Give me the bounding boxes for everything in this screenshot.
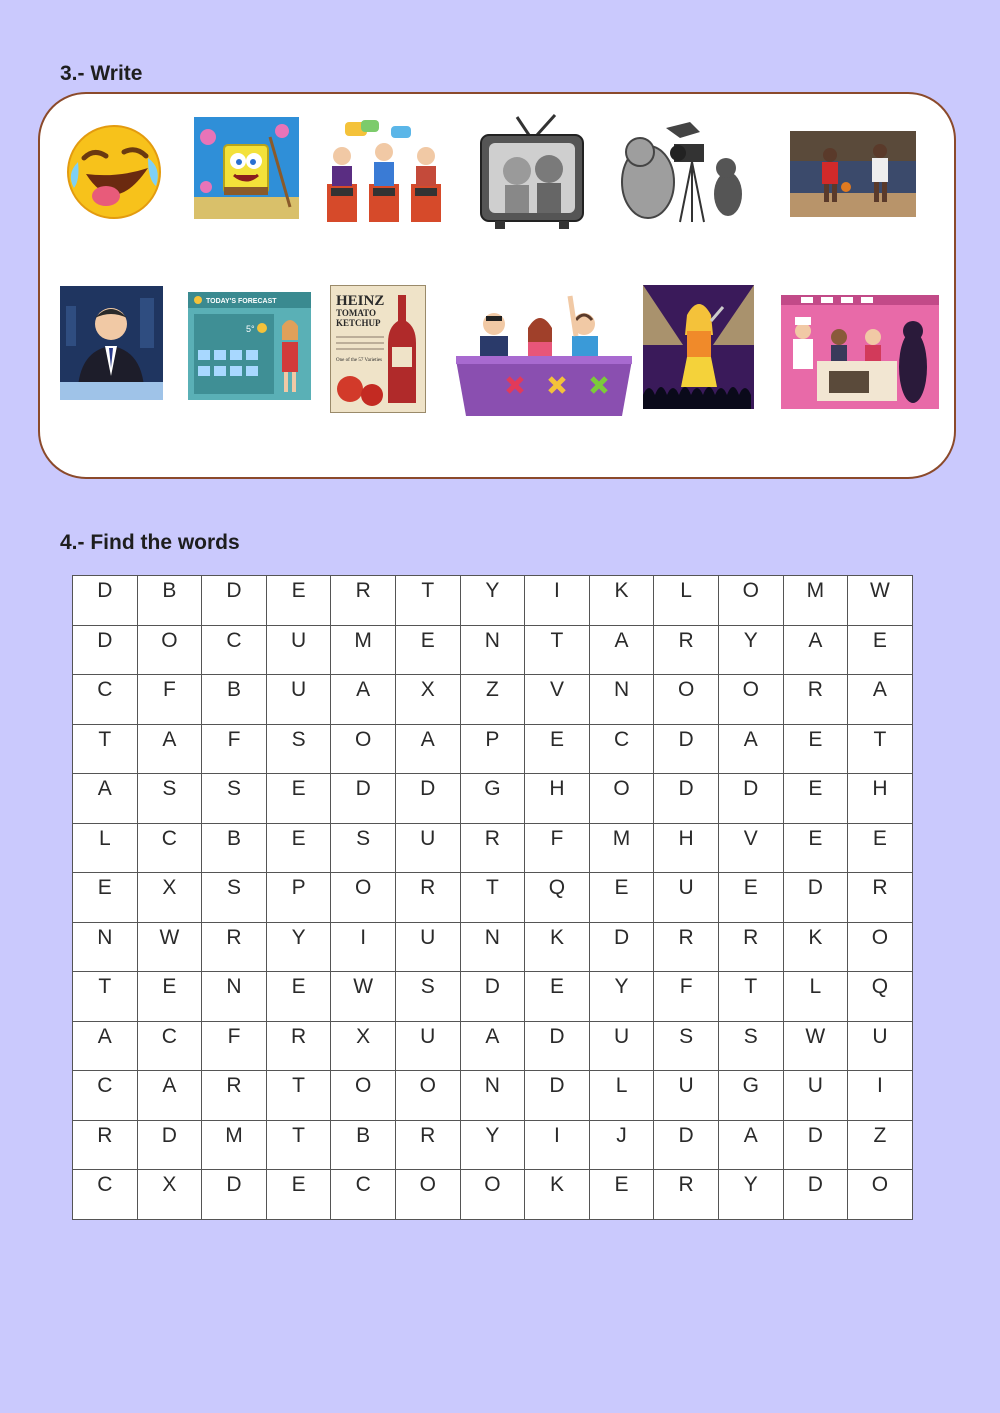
grid-cell[interactable]: E bbox=[848, 823, 913, 873]
laughing-emoji-picture bbox=[62, 118, 168, 222]
grid-cell[interactable]: S bbox=[395, 972, 460, 1022]
grid-row bbox=[73, 873, 913, 923]
grid-cell[interactable]: D bbox=[589, 922, 654, 972]
grid-cell[interactable]: R bbox=[395, 1120, 460, 1170]
grid-cell[interactable]: F bbox=[654, 972, 719, 1022]
grid-cell[interactable]: E bbox=[266, 1170, 331, 1220]
grid-cell[interactable]: D bbox=[73, 576, 138, 626]
grid-cell[interactable]: D bbox=[525, 1071, 590, 1121]
grid-cell[interactable]: N bbox=[589, 675, 654, 725]
grid-cell[interactable]: O bbox=[331, 873, 396, 923]
grid-cell[interactable]: U bbox=[395, 1021, 460, 1071]
grid-cell[interactable]: R bbox=[202, 1071, 267, 1121]
grid-cell[interactable]: U bbox=[395, 823, 460, 873]
grid-cell[interactable]: M bbox=[783, 576, 848, 626]
grid-cell[interactable]: F bbox=[137, 675, 202, 725]
grid-cell[interactable]: U bbox=[589, 1021, 654, 1071]
grid-cell[interactable]: A bbox=[783, 625, 848, 675]
grid-cell[interactable]: C bbox=[589, 724, 654, 774]
grid-cell[interactable]: S bbox=[654, 1021, 719, 1071]
grid-cell[interactable]: R bbox=[73, 1120, 138, 1170]
grid-cell[interactable]: E bbox=[525, 972, 590, 1022]
grid-cell[interactable]: E bbox=[266, 823, 331, 873]
grid-cell[interactable]: O bbox=[331, 724, 396, 774]
forecast-temperature-text: 5° bbox=[246, 324, 255, 334]
grid-cell[interactable]: S bbox=[202, 774, 267, 824]
grid-cell[interactable]: H bbox=[654, 823, 719, 873]
grid-cell[interactable]: D bbox=[654, 1120, 719, 1170]
grid-row bbox=[73, 774, 913, 824]
grid-cell[interactable]: C bbox=[73, 1071, 138, 1121]
grid-cell[interactable]: M bbox=[331, 625, 396, 675]
grid-cell[interactable]: R bbox=[266, 1021, 331, 1071]
grid-cell[interactable]: K bbox=[525, 1170, 590, 1220]
grid-cell[interactable]: A bbox=[848, 675, 913, 725]
grid-cell[interactable]: U bbox=[266, 675, 331, 725]
weather-forecast-picture bbox=[188, 292, 311, 400]
grid-cell[interactable]: M bbox=[202, 1120, 267, 1170]
grid-cell[interactable]: E bbox=[783, 774, 848, 824]
grid-cell[interactable]: R bbox=[202, 922, 267, 972]
grid-cell[interactable]: E bbox=[266, 774, 331, 824]
section-4-title: 4.- Find the words bbox=[60, 531, 240, 554]
grid-cell[interactable]: R bbox=[654, 1170, 719, 1220]
grid-cell[interactable]: A bbox=[137, 1071, 202, 1121]
cartoon-spongebob-picture bbox=[194, 117, 299, 219]
grid-cell[interactable]: C bbox=[137, 823, 202, 873]
grid-cell[interactable]: N bbox=[73, 922, 138, 972]
grid-cell[interactable]: T bbox=[525, 625, 590, 675]
grid-cell[interactable]: U bbox=[654, 1071, 719, 1121]
grid-row bbox=[73, 922, 913, 972]
grid-cell[interactable]: E bbox=[589, 1170, 654, 1220]
grid-cell[interactable]: E bbox=[137, 972, 202, 1022]
grid-cell[interactable]: U bbox=[654, 873, 719, 923]
grid-cell[interactable]: X bbox=[331, 1021, 396, 1071]
grid-cell[interactable]: T bbox=[266, 1120, 331, 1170]
grid-cell[interactable]: O bbox=[848, 922, 913, 972]
grid-cell[interactable]: O bbox=[718, 576, 783, 626]
grid-cell[interactable]: E bbox=[718, 873, 783, 923]
grid-cell[interactable]: E bbox=[589, 873, 654, 923]
grid-cell[interactable]: C bbox=[73, 1170, 138, 1220]
grid-cell[interactable]: X bbox=[137, 1170, 202, 1220]
grid-row bbox=[73, 675, 913, 725]
grid-cell[interactable]: G bbox=[718, 1071, 783, 1121]
grid-row bbox=[73, 1170, 913, 1220]
grid-cell[interactable]: S bbox=[137, 774, 202, 824]
grid-row bbox=[73, 972, 913, 1022]
grid-cell[interactable]: W bbox=[137, 922, 202, 972]
grid-cell[interactable]: D bbox=[331, 774, 396, 824]
grid-cell[interactable]: O bbox=[589, 774, 654, 824]
grid-row bbox=[73, 1021, 913, 1071]
cooking-show-picture bbox=[781, 295, 939, 409]
news-anchor-picture bbox=[60, 286, 163, 400]
grid-cell[interactable]: C bbox=[331, 1170, 396, 1220]
grid-cell[interactable]: O bbox=[718, 675, 783, 725]
grid-cell[interactable]: I bbox=[848, 1071, 913, 1121]
basketball-sports-picture bbox=[790, 131, 916, 217]
grid-cell[interactable]: S bbox=[202, 873, 267, 923]
grid-cell[interactable]: B bbox=[202, 675, 267, 725]
grid-cell[interactable]: J bbox=[589, 1120, 654, 1170]
ketchup-line1-text: TOMATO bbox=[336, 308, 377, 318]
grid-cell[interactable]: T bbox=[848, 724, 913, 774]
grid-cell[interactable]: N bbox=[460, 625, 525, 675]
grid-cell[interactable]: Y bbox=[266, 922, 331, 972]
grid-cell[interactable]: U bbox=[266, 625, 331, 675]
grid-cell[interactable]: L bbox=[73, 823, 138, 873]
grid-cell[interactable]: E bbox=[266, 576, 331, 626]
grid-cell[interactable]: W bbox=[783, 1021, 848, 1071]
grid-cell[interactable]: C bbox=[137, 1021, 202, 1071]
grid-cell[interactable]: Z bbox=[848, 1120, 913, 1170]
grid-cell[interactable]: D bbox=[654, 774, 719, 824]
grid-cell[interactable]: R bbox=[848, 873, 913, 923]
grid-cell[interactable]: D bbox=[783, 1170, 848, 1220]
grid-cell[interactable]: T bbox=[73, 972, 138, 1022]
grid-cell[interactable]: D bbox=[654, 724, 719, 774]
grid-cell[interactable]: D bbox=[525, 1021, 590, 1071]
grid-cell[interactable]: I bbox=[525, 576, 590, 626]
grid-cell[interactable]: D bbox=[202, 1170, 267, 1220]
grid-row bbox=[73, 576, 913, 626]
grid-cell[interactable]: B bbox=[202, 823, 267, 873]
grid-cell[interactable]: T bbox=[718, 972, 783, 1022]
grid-cell[interactable]: T bbox=[73, 724, 138, 774]
grid-cell[interactable]: I bbox=[525, 1120, 590, 1170]
grid-cell[interactable]: E bbox=[266, 972, 331, 1022]
grid-cell[interactable]: T bbox=[266, 1071, 331, 1121]
singer-concert-picture bbox=[643, 285, 754, 409]
grid-cell[interactable]: E bbox=[783, 724, 848, 774]
grid-cell[interactable]: N bbox=[460, 1071, 525, 1121]
grid-cell[interactable]: K bbox=[589, 576, 654, 626]
grid-cell[interactable]: E bbox=[395, 625, 460, 675]
grid-cell[interactable]: B bbox=[331, 1120, 396, 1170]
grid-cell[interactable]: R bbox=[460, 823, 525, 873]
grid-cell[interactable]: G bbox=[460, 774, 525, 824]
grid-row bbox=[73, 823, 913, 873]
grid-cell[interactable]: R bbox=[783, 675, 848, 725]
grid-cell[interactable]: X bbox=[395, 675, 460, 725]
documentary-camera-animals-picture bbox=[618, 118, 750, 226]
grid-cell[interactable]: O bbox=[654, 675, 719, 725]
grid-cell[interactable]: I bbox=[331, 922, 396, 972]
grid-cell[interactable]: B bbox=[137, 576, 202, 626]
grid-cell[interactable]: A bbox=[73, 774, 138, 824]
grid-cell[interactable]: V bbox=[718, 823, 783, 873]
grid-cell[interactable]: Y bbox=[718, 1170, 783, 1220]
grid-cell[interactable]: S bbox=[718, 1021, 783, 1071]
grid-cell[interactable]: L bbox=[783, 972, 848, 1022]
grid-cell[interactable]: E bbox=[525, 724, 590, 774]
grid-cell[interactable]: W bbox=[848, 576, 913, 626]
grid-cell[interactable]: O bbox=[331, 1071, 396, 1121]
grid-cell[interactable]: D bbox=[137, 1120, 202, 1170]
grid-cell[interactable]: L bbox=[654, 576, 719, 626]
grid-cell[interactable]: A bbox=[460, 1021, 525, 1071]
grid-cell[interactable]: N bbox=[460, 922, 525, 972]
grid-cell[interactable]: R bbox=[395, 873, 460, 923]
grid-cell[interactable]: F bbox=[525, 823, 590, 873]
grid-cell[interactable]: Q bbox=[848, 972, 913, 1022]
grid-cell[interactable]: N bbox=[202, 972, 267, 1022]
grid-cell[interactable]: D bbox=[718, 774, 783, 824]
grid-cell[interactable]: Y bbox=[589, 972, 654, 1022]
grid-cell[interactable]: D bbox=[395, 774, 460, 824]
grid-cell[interactable]: C bbox=[73, 675, 138, 725]
forecast-title-text: TODAY'S FORECAST bbox=[206, 298, 277, 305]
grid-cell[interactable]: R bbox=[331, 576, 396, 626]
grid-cell[interactable]: A bbox=[718, 724, 783, 774]
grid-cell[interactable]: A bbox=[589, 625, 654, 675]
grid-cell[interactable]: U bbox=[395, 922, 460, 972]
grid-row bbox=[73, 724, 913, 774]
grid-cell[interactable]: F bbox=[202, 1021, 267, 1071]
grid-cell[interactable]: K bbox=[525, 922, 590, 972]
grid-cell[interactable]: Q bbox=[525, 873, 590, 923]
grid-cell[interactable]: H bbox=[525, 774, 590, 824]
grid-cell[interactable]: Y bbox=[460, 1120, 525, 1170]
grid-cell[interactable]: P bbox=[266, 873, 331, 923]
grid-cell[interactable]: V bbox=[525, 675, 590, 725]
grid-cell[interactable]: O bbox=[137, 625, 202, 675]
word-search-grid bbox=[72, 575, 913, 1220]
ketchup-line2-text: KETCHUP bbox=[336, 318, 381, 328]
grid-cell[interactable]: H bbox=[848, 774, 913, 824]
grid-cell[interactable]: Y bbox=[718, 625, 783, 675]
grid-cell[interactable]: P bbox=[460, 724, 525, 774]
grid-cell[interactable]: A bbox=[73, 1021, 138, 1071]
grid-cell[interactable]: K bbox=[783, 922, 848, 972]
ketchup-brand-text: HEINZ bbox=[336, 293, 385, 309]
grid-cell[interactable]: O bbox=[460, 1170, 525, 1220]
quiz-show-picture bbox=[321, 118, 447, 222]
grid-cell[interactable]: D bbox=[73, 625, 138, 675]
grid-cell[interactable]: F bbox=[202, 724, 267, 774]
grid-cell[interactable]: A bbox=[331, 675, 396, 725]
grid-row bbox=[73, 625, 913, 675]
grid-cell[interactable]: M bbox=[589, 823, 654, 873]
grid-cell[interactable]: D bbox=[783, 1120, 848, 1170]
ketchup-footer-text: One of the 57 Varieties bbox=[336, 358, 383, 363]
grid-row bbox=[73, 1120, 913, 1170]
grid-cell[interactable]: C bbox=[202, 625, 267, 675]
old-tv-soap-opera-picture bbox=[477, 113, 587, 231]
grid-cell[interactable]: E bbox=[783, 823, 848, 873]
grid-cell[interactable]: T bbox=[460, 873, 525, 923]
grid-cell[interactable]: D bbox=[460, 972, 525, 1022]
grid-cell[interactable]: E bbox=[73, 873, 138, 923]
grid-cell[interactable]: R bbox=[654, 625, 719, 675]
ketchup-advert-picture bbox=[330, 285, 426, 413]
grid-cell[interactable]: A bbox=[718, 1120, 783, 1170]
grid-cell[interactable]: R bbox=[718, 922, 783, 972]
grid-cell[interactable]: U bbox=[783, 1071, 848, 1121]
grid-cell[interactable]: T bbox=[395, 576, 460, 626]
grid-cell[interactable]: D bbox=[202, 576, 267, 626]
grid-cell[interactable]: E bbox=[848, 625, 913, 675]
grid-cell[interactable]: U bbox=[848, 1021, 913, 1071]
grid-cell[interactable]: O bbox=[848, 1170, 913, 1220]
grid-cell[interactable]: Z bbox=[460, 675, 525, 725]
grid-row bbox=[73, 1071, 913, 1121]
grid-cell[interactable]: S bbox=[331, 823, 396, 873]
grid-cell[interactable]: L bbox=[589, 1071, 654, 1121]
grid-cell[interactable]: X bbox=[137, 873, 202, 923]
grid-cell[interactable]: W bbox=[331, 972, 396, 1022]
grid-cell[interactable]: Y bbox=[460, 576, 525, 626]
grid-cell[interactable]: O bbox=[395, 1071, 460, 1121]
grid-cell[interactable]: S bbox=[266, 724, 331, 774]
grid-cell[interactable]: O bbox=[395, 1170, 460, 1220]
grid-cell[interactable]: R bbox=[654, 922, 719, 972]
section-3-title: 3.- Write bbox=[60, 62, 143, 85]
grid-cell[interactable]: D bbox=[783, 873, 848, 923]
grid-cell[interactable]: A bbox=[137, 724, 202, 774]
talent-show-judges-picture bbox=[452, 290, 636, 418]
grid-cell[interactable]: A bbox=[395, 724, 460, 774]
